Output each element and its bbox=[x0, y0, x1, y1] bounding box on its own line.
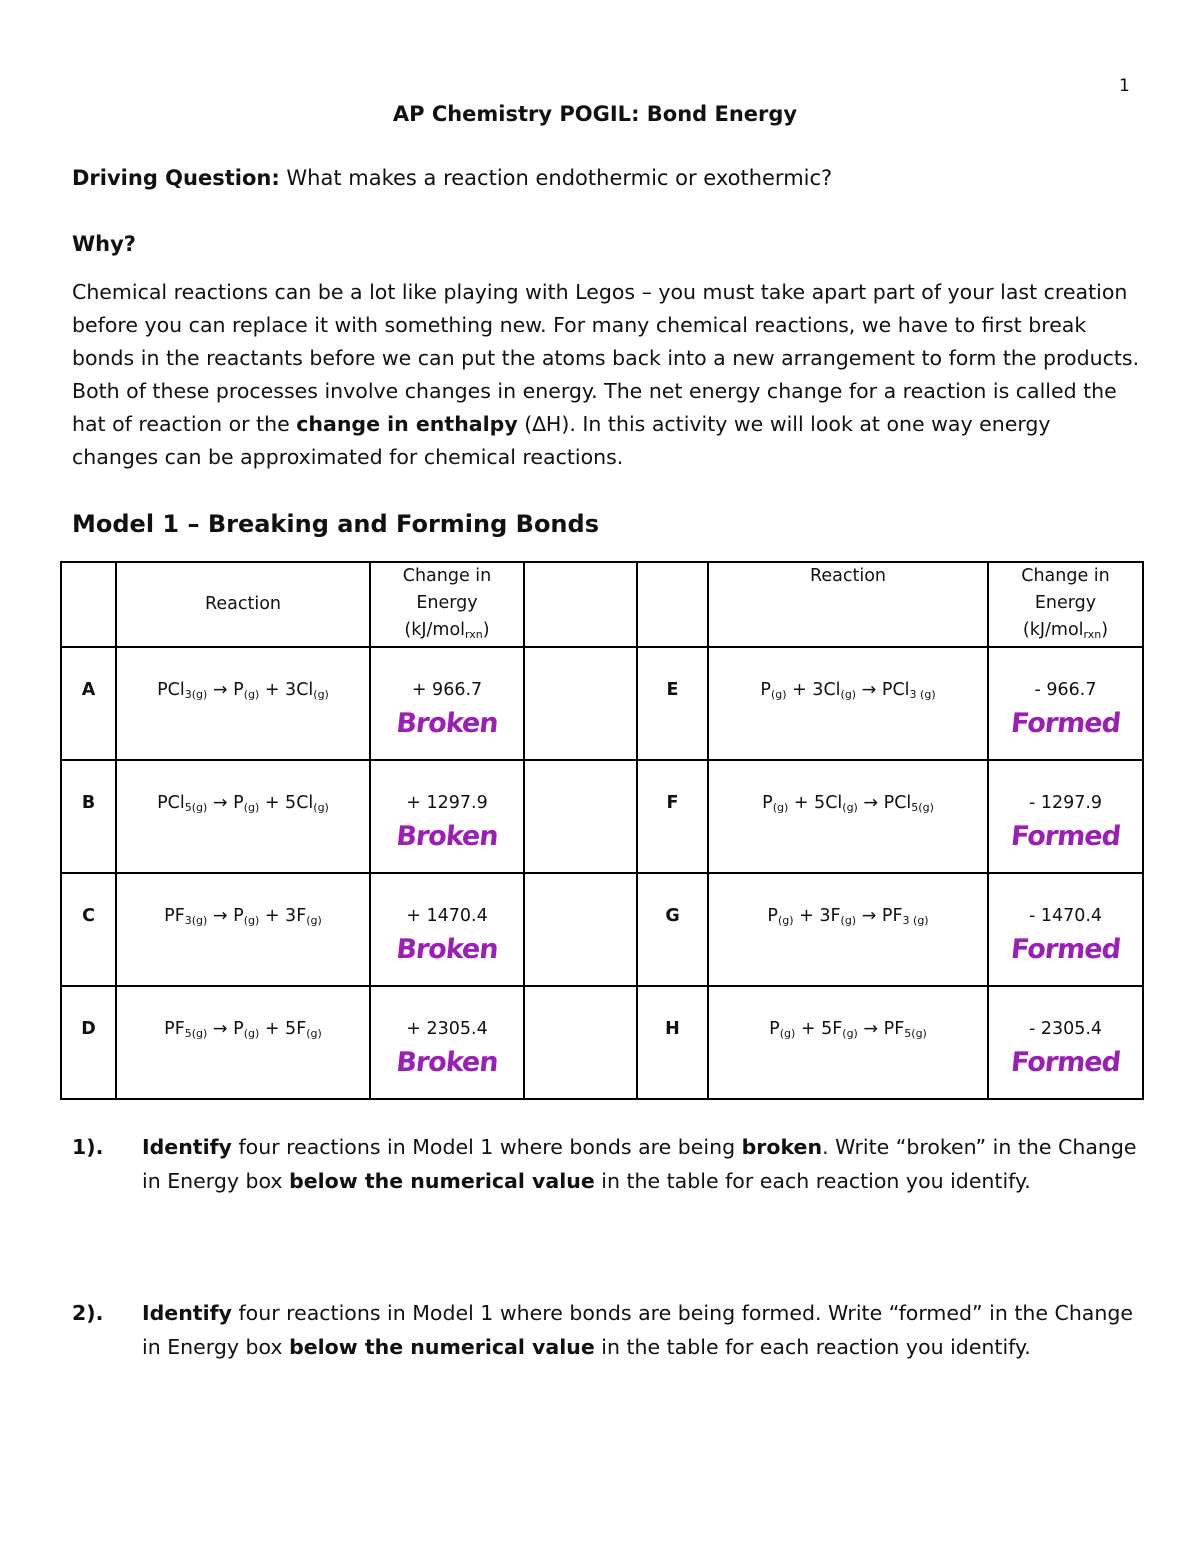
spacer-cell bbox=[524, 873, 637, 986]
spacer-cell bbox=[524, 986, 637, 1099]
header-spacer bbox=[524, 562, 637, 647]
energy-value: - 2305.4 bbox=[1028, 1019, 1103, 1039]
header-change-right: Change in Energy (kJ/mol$_{rxn}$) bbox=[988, 562, 1143, 647]
page-title: AP Chemistry POGIL: Bond Energy bbox=[392, 102, 798, 126]
table-row bbox=[61, 873, 1143, 986]
spacer-cell bbox=[524, 760, 637, 873]
driving-question bbox=[72, 166, 832, 190]
model-table bbox=[60, 561, 1144, 1100]
handwritten-broken: Broken bbox=[394, 708, 500, 739]
energy-value: + 2305.4 bbox=[406, 1019, 488, 1039]
question-text: Identify four reactions in Model 1 where bonds are being broken. Write “broken” in the Change in Energy box below the numerical value in the table for each reaction you identify. bbox=[142, 1135, 1137, 1193]
reaction-equation: $PF_{3(g)} \to P_{(g)} + 3F_{(g)}$ bbox=[116, 873, 370, 986]
energy-value: + 1297.9 bbox=[406, 793, 488, 813]
table-row bbox=[61, 986, 1143, 1099]
driving-question-text: What makes a reaction endothermic or exothermic? bbox=[279, 166, 833, 190]
header-reaction-left: Reaction bbox=[116, 562, 370, 647]
model-title: Model 1 – Breaking and Forming Bonds bbox=[72, 510, 599, 538]
energy-value: + 1470.4 bbox=[406, 906, 488, 926]
reaction-letter: G bbox=[637, 873, 708, 986]
energy-change-cell[interactable] bbox=[370, 760, 524, 873]
handwritten-broken: Broken bbox=[394, 934, 500, 965]
intro-paragraph bbox=[72, 276, 1142, 474]
reaction-equation: $P_{(g)} + 5F_{(g)} \to PF_{5(g)}$ bbox=[708, 986, 988, 1099]
handwritten-formed: Formed bbox=[1009, 708, 1122, 739]
reaction-equation: $P_{(g)} + 3Cl_{(g)} \to PCl_{3 (g)}$ bbox=[708, 647, 988, 760]
reaction-equation: $PCl_{3(g)} \to P_{(g)} + 3Cl_{(g)}$ bbox=[116, 647, 370, 760]
energy-value: - 966.7 bbox=[1034, 680, 1097, 700]
table-row bbox=[61, 760, 1143, 873]
handwritten-formed: Formed bbox=[1009, 1047, 1122, 1078]
energy-value: - 1297.9 bbox=[1028, 793, 1103, 813]
question-number: 2). bbox=[72, 1301, 104, 1325]
page-number: 1 bbox=[1119, 76, 1130, 96]
energy-change-cell[interactable] bbox=[370, 873, 524, 986]
question-2 bbox=[72, 1296, 1152, 1364]
intro-text-2: (∆H). In this activity we will look at one way energy changes can be approximated for chemical reactions. bbox=[72, 412, 1051, 469]
energy-change-cell[interactable] bbox=[370, 647, 524, 760]
energy-change-cell[interactable] bbox=[988, 873, 1143, 986]
spacer-cell bbox=[524, 647, 637, 760]
reaction-letter: C bbox=[61, 873, 116, 986]
question-1 bbox=[72, 1130, 1152, 1198]
handwritten-formed: Formed bbox=[1009, 821, 1122, 852]
reaction-equation: $P_{(g)} + 5Cl_{(g)} \to PCl_{5(g)}$ bbox=[708, 760, 988, 873]
reaction-letter: H bbox=[637, 986, 708, 1099]
handwritten-formed: Formed bbox=[1009, 934, 1122, 965]
handwritten-broken: Broken bbox=[394, 1047, 500, 1078]
energy-change-cell[interactable] bbox=[988, 647, 1143, 760]
reaction-equation: $PCl_{5(g)} \to P_{(g)} + 5Cl_{(g)}$ bbox=[116, 760, 370, 873]
energy-value: - 1470.4 bbox=[1028, 906, 1103, 926]
intro-text-1: Chemical reactions can be a lot like playing with Legos – you must take apart part of your last creation before you can replace it with something new. For many chemical reactions, we have to first break bonds in the reactants before we can put the atoms back into a new arrangement to form the products. Both of these processes involve changes in energy. The net energy change for a reaction is called the hat of reaction or the bbox=[72, 280, 1140, 436]
reaction-letter: F bbox=[637, 760, 708, 873]
table-header-row bbox=[61, 562, 1143, 647]
reaction-letter: D bbox=[61, 986, 116, 1099]
reaction-equation: $P_{(g)} + 3F_{(g)} \to PF_{3 (g)}$ bbox=[708, 873, 988, 986]
reaction-letter: B bbox=[61, 760, 116, 873]
reaction-equation: $PF_{5(g)} \to P_{(g)} + 5F_{(g)}$ bbox=[116, 986, 370, 1099]
reaction-letter: A bbox=[61, 647, 116, 760]
energy-change-cell[interactable] bbox=[988, 986, 1143, 1099]
question-text: Identify four reactions in Model 1 where bonds are being formed. Write “formed” in the Change in Energy box below the numerical value in the table for each reaction you identify. bbox=[142, 1301, 1133, 1359]
reaction-letter: E bbox=[637, 647, 708, 760]
why-heading: Why? bbox=[72, 232, 136, 256]
header-letter-right bbox=[637, 562, 708, 647]
header-change-left: Change in Energy (kJ/mol$_{rxn}$) bbox=[370, 562, 524, 647]
energy-value: + 966.7 bbox=[411, 680, 483, 700]
driving-question-label: Driving Question: bbox=[72, 166, 280, 190]
table-row bbox=[61, 647, 1143, 760]
header-letter-left bbox=[61, 562, 116, 647]
energy-change-cell[interactable] bbox=[370, 986, 524, 1099]
header-reaction-right: Reaction bbox=[708, 562, 988, 647]
energy-change-cell[interactable] bbox=[988, 760, 1143, 873]
intro-bold-term: change in enthalpy bbox=[296, 412, 518, 436]
handwritten-broken: Broken bbox=[394, 821, 500, 852]
question-number: 1). bbox=[72, 1135, 104, 1159]
